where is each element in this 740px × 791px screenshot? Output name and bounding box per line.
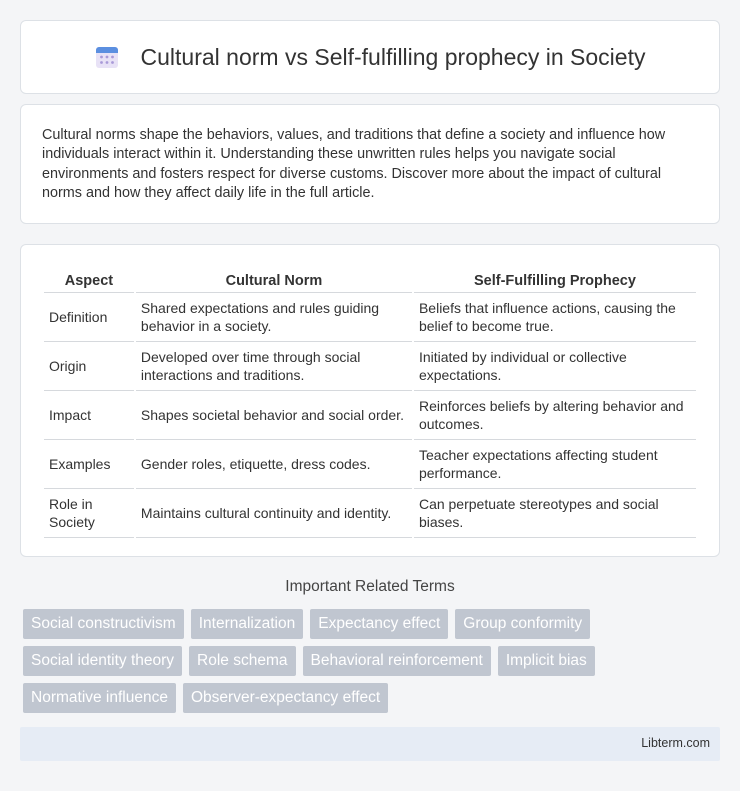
intro-card [20, 104, 720, 224]
footer [20, 727, 720, 761]
tag-row [23, 683, 723, 713]
footer-site-link[interactable]: Libterm.com [641, 736, 710, 750]
tag-social-constructivism[interactable]: Social constructivism [23, 609, 184, 639]
table-row [44, 489, 696, 538]
tag-normative-influence[interactable]: Normative influence [23, 683, 176, 713]
tag-internalization[interactable]: Internalization [191, 609, 304, 639]
tag-implicit-bias[interactable]: Implicit bias [498, 646, 595, 676]
table-cell-aspect: Examples [44, 440, 134, 489]
table-row [44, 391, 696, 440]
tag-row [23, 646, 723, 676]
table-cell-aspect: Origin [44, 342, 134, 391]
table-row [44, 342, 696, 391]
tag-social-identity-theory[interactable]: Social identity theory [23, 646, 182, 676]
table-cell-aspect: Impact [44, 391, 134, 440]
table-cell-cultural-norm: Shapes societal behavior and social order. [136, 391, 412, 440]
table-cell-cultural-norm: Shared expectations and rules guiding behavior in a society. [136, 293, 412, 342]
table-row [44, 293, 696, 342]
table-cell-prophecy: Teacher expectations affecting student performance. [414, 440, 696, 489]
table-cell-prophecy: Can perpetuate stereotypes and social biases. [414, 489, 696, 538]
related-terms-tags [23, 609, 723, 720]
table-cell-aspect: Definition [44, 293, 134, 342]
table-cell-prophecy: Beliefs that influence actions, causing the belief to become true. [414, 293, 696, 342]
column-header-aspect: Aspect [44, 265, 134, 293]
tag-row [23, 609, 723, 639]
header-card [20, 20, 720, 94]
intro-text: Cultural norms shape the behaviors, values, and traditions that define a society and influence how individuals interact within it. Understanding these unwritten rules helps you navigate social environments and fosters respect for diverse customs. Discover more about the impact of cultural norms and how they affect daily life in the full article. [42, 127, 666, 202]
column-header-self-fulfilling-prophecy: Self-Fulfilling Prophecy [414, 265, 696, 293]
tag-role-schema[interactable]: Role schema [189, 646, 295, 676]
table-cell-cultural-norm: Gender roles, etiquette, dress codes. [136, 440, 412, 489]
table-cell-cultural-norm: Maintains cultural continuity and identity. [136, 489, 412, 538]
table-row [44, 440, 696, 489]
table-cell-prophecy: Initiated by individual or collective expectations. [414, 342, 696, 391]
tag-expectancy-effect[interactable]: Expectancy effect [310, 609, 448, 639]
column-header-cultural-norm: Cultural Norm [136, 265, 412, 293]
tag-behavioral-reinforcement[interactable]: Behavioral reinforcement [303, 646, 491, 676]
table-cell-aspect: Role in Society [44, 489, 134, 538]
table-header-row [44, 265, 696, 293]
tag-group-conformity[interactable]: Group conformity [455, 609, 590, 639]
page-title: Cultural norm vs Self-fulfilling prophecy in Society [140, 43, 646, 70]
related-terms-title: Important Related Terms [285, 578, 455, 595]
comparison-table-card [20, 244, 720, 557]
comparison-table [42, 265, 698, 538]
table-cell-prophecy: Reinforces beliefs by altering behavior and outcomes. [414, 391, 696, 440]
calendar-icon [95, 45, 119, 69]
table-cell-cultural-norm: Developed over time through social interactions and traditions. [136, 342, 412, 391]
tag-observer-expectancy-effect[interactable]: Observer-expectancy effect [183, 683, 388, 713]
